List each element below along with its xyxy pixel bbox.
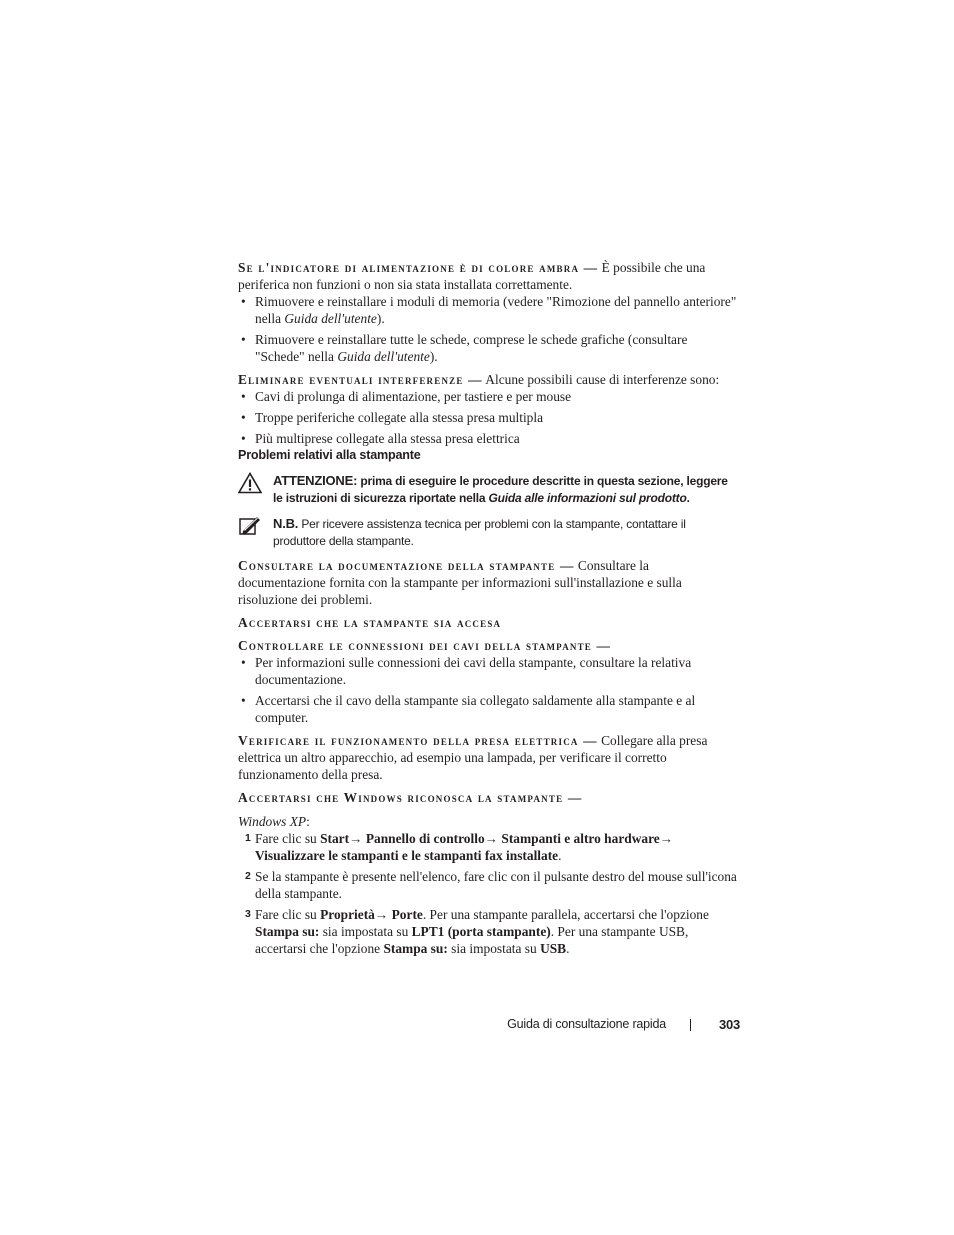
caution-notice: ATTENZIONE: prima di eseguire le procedure descritte in questa sezione, leggere le istruzioni di sicurezza riportate nella Guida alle informazioni sul prodotto. — [238, 472, 738, 507]
run-in-heading: Se l'indicatore di alimentazione è di colore ambra — — [238, 260, 599, 275]
run-in-heading: Consultare la documentazione della stampante — — [238, 558, 575, 573]
option-value: USB — [540, 941, 567, 956]
ui-path-item: Start — [320, 831, 350, 846]
ui-path-item: Stampanti e altro hardware — [501, 831, 660, 846]
paragraph-text: Collegare alla presa elettrica un altro apparecchio, ad esempio una lampada, per verificare il corretto funzionamento della presa. — [238, 733, 708, 782]
bullet-list — [238, 654, 738, 726]
option-name: Stampa su: — [383, 941, 448, 956]
caution-document-title: Guida alle informazioni sul prodotto — [488, 491, 687, 505]
caution-label: ATTENZIONE: — [273, 473, 358, 488]
list-item: • Cavi di prolunga di alimentazione, per tastiere e per mouse — [238, 388, 738, 405]
ui-path-item: Pannello di controllo — [365, 831, 485, 846]
step-item: 2 Se la stampante è presente nell'elenco, fare clic con il pulsante destro del mouse sull'icona della stampante. — [245, 869, 737, 901]
paragraph-text: Alcune possibili cause di interferenze sono: — [482, 372, 720, 387]
paragraph-presa-elettrica — [238, 732, 738, 783]
page-body — [238, 259, 738, 957]
heading-windows-riconosca: Accertarsi che Windows riconosca la stampante — — [238, 790, 583, 805]
paragraph-interferenze — [238, 371, 738, 388]
heading-stampante-accesa: Accertarsi che la stampante sia accesa — [238, 615, 502, 630]
step-item: 1 Fare clic su Start→ Pannello di controllo→ Stampanti e altro hardware→ Visualizzare le stampanti e le stampanti fax installate. — [245, 831, 674, 863]
steps-list — [238, 830, 738, 957]
footer-divider — [690, 1019, 691, 1031]
step-number: 3 — [245, 908, 251, 920]
warning-triangle-icon — [238, 472, 262, 494]
paragraph-documentazione — [238, 557, 738, 608]
step-number: 1 — [245, 832, 251, 844]
list-item: • Rimuovere e reinstallare i moduli di memoria (vedere "Rimozione del pannello anteriore" nella Guida dell'utente). — [238, 293, 738, 327]
list-item: • Troppe periferiche collegate alla stessa presa multipla — [238, 409, 738, 426]
list-item: • Più multiprese collegate alla stessa presa elettrica — [238, 430, 738, 447]
ui-path-item: Porte — [391, 907, 423, 922]
run-in-heading: Eliminare eventuali interferenze — — [238, 372, 483, 387]
footer-title: Guida di consultazione rapida — [507, 1017, 666, 1031]
ui-path-item: Visualizzare le stampanti e le stampanti fax installate — [255, 848, 559, 863]
option-name: Stampa su: — [255, 924, 320, 939]
paragraph-text: Consultare la documentazione fornita con la stampante per informazioni sull'installazione e sulla risoluzione dei problemi. — [238, 558, 682, 607]
option-value: LPT1 (porta stampante) — [411, 924, 551, 939]
bullet-list — [238, 388, 738, 447]
list-item: • Accertarsi che il cavo della stampante sia collegato saldamente alla stampante e al computer. — [238, 692, 738, 726]
list-item: • Rimuovere e reinstallare tutte le schede, comprese le schede grafiche (consultare "Schede" nella Guida dell'utente). — [238, 331, 738, 365]
page-number: 303 — [719, 1017, 741, 1032]
os-label: Windows XP: — [238, 814, 310, 829]
note-pencil-icon — [238, 515, 262, 537]
list-item: • Per informazioni sulle connessioni dei cavi della stampante, consultare la relativa documentazione. — [238, 654, 738, 688]
step-number: 2 — [245, 870, 251, 882]
paragraph-ambra — [238, 259, 738, 293]
ui-path-item: Proprietà — [320, 907, 375, 922]
paragraph-text: È possibile che una periferica non funzioni o non sia stata installata correttamente. — [238, 260, 706, 292]
note-notice: N.B. Per ricevere assistenza tecnica per problemi con la stampante, contattare il produttore della stampante. — [238, 515, 738, 550]
section-title: Problemi relativi alla stampante — [238, 448, 421, 462]
heading-connessioni-cavi: Controllare le connessioni dei cavi della stampante — — [238, 638, 612, 653]
note-label: N.B. — [273, 516, 299, 531]
step-item: 3 Fare clic su Proprietà→ Porte. Per una stampante parallela, accertarsi che l'opzione Stampa su: sia impostata su LPT1 (porta stampante). Per una stampante USB, accertarsi che l'opzione Stampa su: sia impostata su USB. — [245, 907, 709, 956]
bullet-list — [238, 293, 738, 365]
run-in-heading: Verificare il funzionamento della presa elettrica — — [238, 733, 598, 748]
